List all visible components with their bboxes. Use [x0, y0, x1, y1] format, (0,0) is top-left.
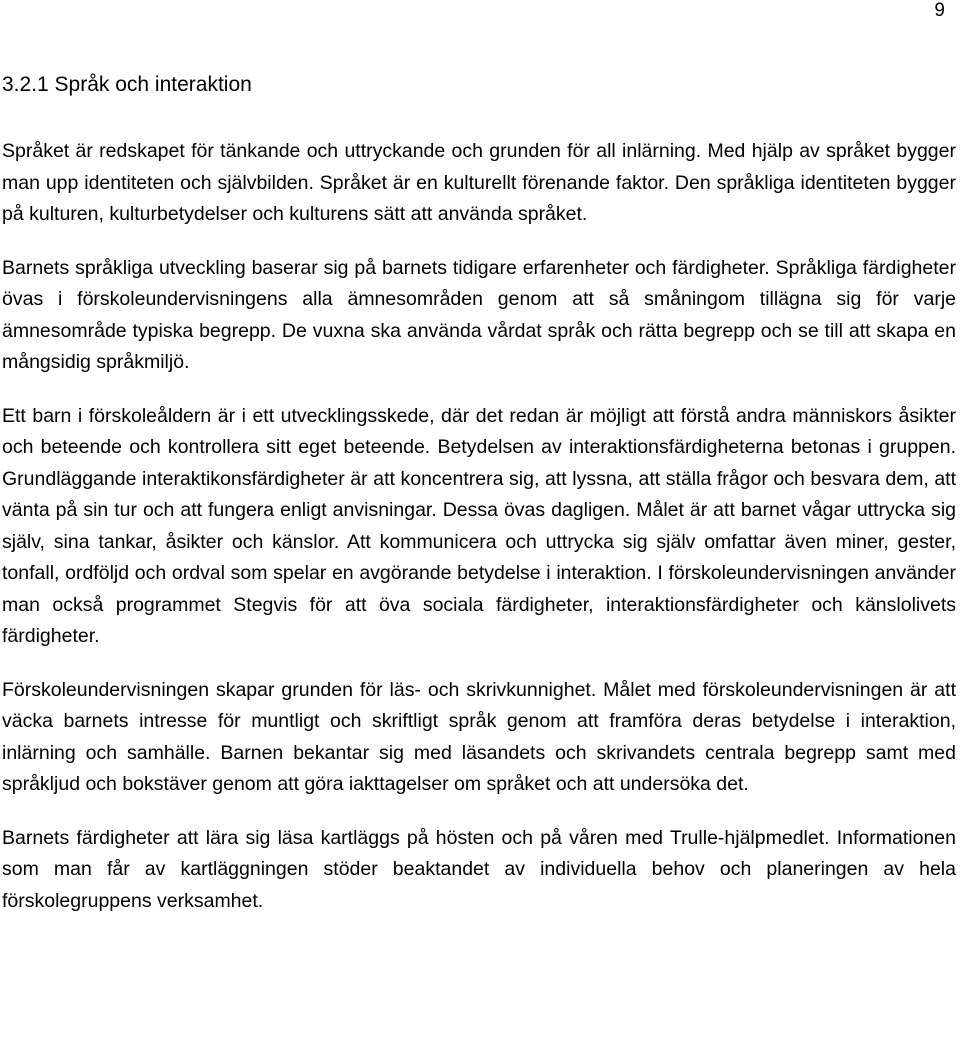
paragraph-language-identity: Språket är redskapet för tänkande och uttryckande och grunden för all inlärning. Med hjälp av språket bygger man upp identiteten och självbilden. Språket är en kulturellt förenande faktor. Den språkliga identiteten bygger på kulturen, kulturbetydelser och kulturens sätt att använda språket. [2, 140, 956, 225]
paragraph-literacy: Förskoleundervisningen skapar grunden för läs- och skrivkunnighet. Målet med förskoleundervisningen är att väcka barnets intresse för muntligt och skriftligt språk genom att framföra deras betydelse i interaktion, inlärning och samhälle. Barnen bekantar sig med läsandets och skrivandets centrala begrepp samt med språkljud och bokstäver genom att göra iakttagelser om språket och att undersöka det. [2, 678, 956, 795]
page-number: 9 [934, 0, 945, 21]
paragraph-reading-assessment: Barnets färdigheter att lära sig läsa kartläggs på hösten och på våren med Trulle-hjälpmedlet. Informationen som man får av kartläggningen stöder beaktandet av individuella behov och planeringen av hela förskolegruppens verksamhet. [2, 826, 956, 912]
document-body [2, 69, 956, 917]
paragraph-language-development: Barnets språkliga utveckling baserar sig på barnets tidigare erfarenheter och färdigheter. Språkliga färdigheter övas i förskoleundervisningens alla ämnesområden genom att så småningom tillägna sig för varje ämnesområde typiska begrepp. De vuxna ska använda vårdat språk och rätta begrepp och se till att skapa en mångsidig språkmiljö. [2, 256, 956, 373]
paragraph-interaction-skills: Ett barn i förskoleåldern är i ett utvecklingsskede, där det redan är möjligt att förstå andra människors åsikter och beteende och kontrollera sitt eget beteende. Betydelsen av interaktionsfärdigheterna betonas i gruppen. Grundläggande interaktikonsfärdigheter är att koncentrera sig, att lyssna, att ställa frågor och besvara dem, att vänta på sin tur och att fungera enligt anvisningar. Dessa övas dagligen. Målet är att barnet vågar uttrycka sig själv, sina tankar, åsikter och känslor. Att kommunicera och uttrycka sig själv omfattar även miner, gester, tonfall, ordföljd och ordval som spelar en avgörande betydelse i interaktion. I förskoleundervisningen använder man också programmet Stegvis för att öva sociala färdigheter, interaktionsfärdigheter och känslolivets färdigheter. [2, 404, 956, 647]
section-heading: 3.2.1 Språk och interaktion [2, 73, 252, 96]
